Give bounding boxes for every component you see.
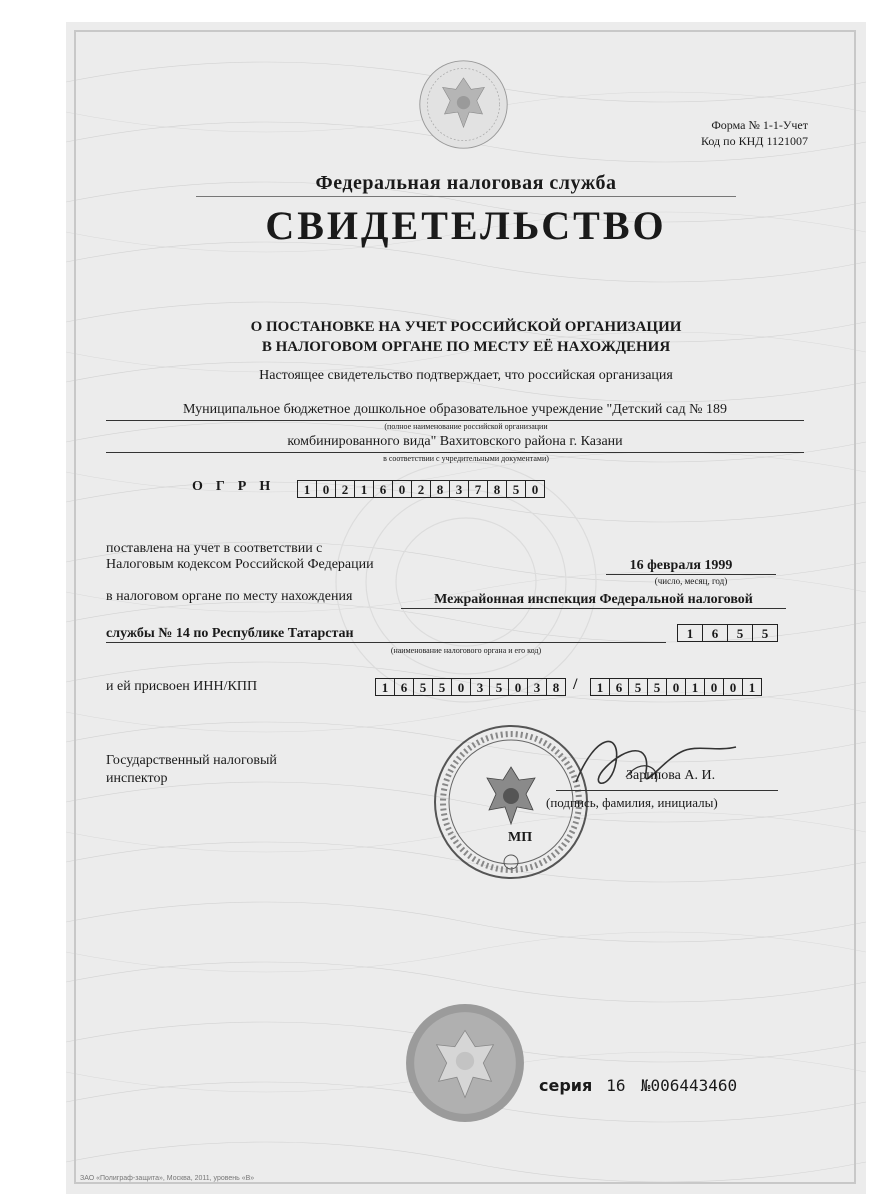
ogrn-digit: 2: [335, 480, 355, 498]
inn-digit: 8: [546, 678, 566, 696]
series-number: [539, 1076, 737, 1095]
tax-office-line-1: Межрайонная инспекция Федеральной налоговой: [434, 592, 753, 607]
kpp-digit: 1: [685, 678, 705, 696]
org-note-2: в соответствии с учредительными документами): [383, 454, 549, 463]
confirm-text: Настоящее свидетельство подтверждает, что российская организация: [259, 368, 673, 383]
tax-office-code-digit: 6: [702, 624, 728, 642]
inspector-name: Зарипова А. И.: [626, 768, 716, 783]
org-name-line-2: комбинированного вида" Вахитовского района г. Казани: [287, 434, 623, 449]
certificate-title: СВИДЕТЕЛЬСТВО: [265, 203, 667, 248]
ogrn-digit: 5: [506, 480, 526, 498]
tax-office-code-digit: 5: [727, 624, 753, 642]
kpp-cells: [591, 678, 762, 696]
printer-note: ЗАО «Полиграф-защита», Москва, 2011, уровень «В»: [80, 1175, 255, 1182]
kpp-digit: 0: [666, 678, 686, 696]
inspector-position-line-1: Государственный налоговый: [106, 753, 277, 768]
date-rule: [606, 574, 776, 575]
kpp-digit: 5: [628, 678, 648, 696]
ogrn-digit: 8: [430, 480, 450, 498]
org-rule-2: [106, 452, 804, 453]
registered-line-2: Налоговым кодексом Российской Федерации: [106, 557, 374, 572]
inn-digit: 6: [394, 678, 414, 696]
inn-digit: 3: [527, 678, 547, 696]
tax-office-line-2: службы № 14 по Республике Татарстан: [106, 626, 354, 641]
inn-digit: 5: [413, 678, 433, 696]
inn-cells: [376, 678, 566, 696]
form-number: Форма № 1-1-Учет: [711, 118, 808, 132]
ogrn-digit: 3: [449, 480, 469, 498]
inn-digit: 5: [432, 678, 452, 696]
registration-date: 16 февраля 1999: [629, 558, 733, 573]
ogrn-cells: [298, 480, 545, 498]
org-rule-1: [106, 420, 804, 421]
signature-note: (подпись, фамилия, инициалы): [546, 795, 718, 810]
signature-rule: [556, 790, 778, 791]
stamp-label: МП: [508, 830, 533, 845]
kpp-digit: 0: [723, 678, 743, 696]
location-label: в налоговом органе по месту нахождения: [106, 589, 353, 604]
ogrn-digit: 6: [373, 480, 393, 498]
ogrn-digit: 2: [411, 480, 431, 498]
form-info: [626, 117, 808, 149]
org-note-1: (полное наименование российской организации: [384, 422, 548, 431]
ogrn-digit: 0: [392, 480, 412, 498]
ogrn-digit: 1: [354, 480, 374, 498]
ogrn-digit: 1: [297, 480, 317, 498]
kpp-digit: 1: [590, 678, 610, 696]
inn-kpp-separator: /: [573, 676, 578, 693]
inn-digit: 0: [508, 678, 528, 696]
ogrn-digit: 0: [316, 480, 336, 498]
series-value: 16: [606, 1076, 626, 1095]
subtitle-line-1: О ПОСТАНОВКЕ НА УЧЕТ РОССИЙСКОЙ ОРГАНИЗАЦИИ: [250, 319, 682, 335]
kpp-digit: 1: [742, 678, 762, 696]
date-note: (число, месяц, год): [654, 576, 728, 586]
ogrn-label: ОГРН: [192, 479, 284, 494]
hologram-emblem: [404, 1002, 526, 1124]
tax-office-note: (наименование налогового органа и его код): [390, 646, 542, 655]
inn-digit: 0: [451, 678, 471, 696]
document-number: №006443460: [640, 1076, 738, 1095]
agency-name: Федеральная налоговая служба: [315, 172, 617, 194]
tax-office-rule-1: [401, 608, 786, 609]
tax-office-rule-2: [106, 642, 666, 643]
inn-digit: 1: [375, 678, 395, 696]
kpp-digit: 6: [609, 678, 629, 696]
tax-office-code-digit: 5: [752, 624, 778, 642]
subtitle-line-2: В НАЛОГОВОМ ОРГАНЕ ПО МЕСТУ ЕЁ НАХОЖДЕНИЯ: [261, 339, 671, 355]
registered-line-1: поставлена на учет в соответствии с: [106, 541, 323, 556]
ogrn-digit: 7: [468, 480, 488, 498]
emblem-icon: [416, 57, 511, 152]
ogrn-digit: 0: [525, 480, 545, 498]
agency-underline: [196, 196, 736, 197]
org-name-line-1: Муниципальное бюджетное дошкольное образовательное учреждение "Детский сад № 189: [182, 402, 728, 417]
series-label: серия: [539, 1076, 593, 1095]
inn-digit: 5: [489, 678, 509, 696]
inn-digit: 3: [470, 678, 490, 696]
inn-label: и ей присвоен ИНН/КПП: [106, 679, 258, 694]
certificate-sheet: [66, 22, 866, 1194]
kpp-digit: 0: [704, 678, 724, 696]
knd-code: Код по КНД 1121007: [701, 134, 808, 148]
inspector-position-line-2: инспектор: [106, 771, 168, 786]
ogrn-digit: 8: [487, 480, 507, 498]
tax-office-code-cells: [678, 624, 778, 642]
certificate-subtitle: [66, 317, 866, 357]
kpp-digit: 5: [647, 678, 667, 696]
tax-office-code-digit: 1: [677, 624, 703, 642]
